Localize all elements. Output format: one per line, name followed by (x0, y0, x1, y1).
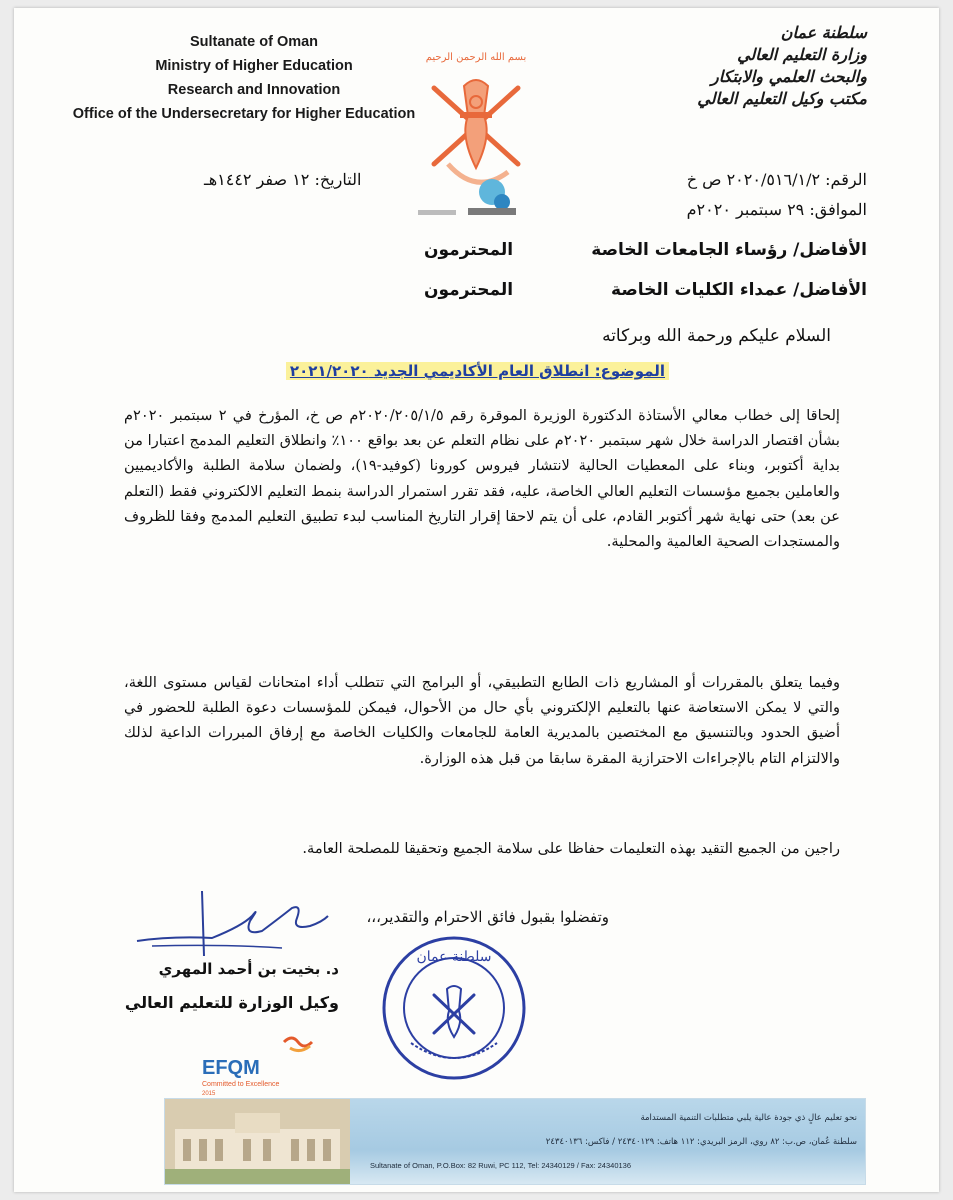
letter-page (14, 8, 939, 1192)
letterhead-ar-country: سلطنة عمان (780, 23, 867, 42)
footer-slogan: نحو تعليم عالٍ ذي جودة عالية يلبي متطلبات التنمية المستدامة (640, 1113, 857, 1123)
letterhead-ar-office: مكتب وكيل التعليم العالي (697, 89, 867, 108)
signatory-title: وكيل الوزارة للتعليم العالي (124, 993, 339, 1012)
stamp-country: سلطنة عمان (416, 949, 492, 965)
reference-number: الرقم: ٢٠٢٠/٥١٦/١/٢ ص خ (686, 170, 867, 189)
subject-text: انطلاق العام الأكاديمي الجديد ٢٠٢١/٢٠٢٠ (289, 362, 590, 380)
signatory-name: د. بخيت بن أحمد المهري (158, 960, 339, 978)
addressee-deans: الأفاضل/ عمداء الكليات الخاصة (611, 280, 867, 300)
letterhead-office: Office of the Undersecretary for Higher Education (72, 106, 416, 122)
gregorian-date: الموافق: ٢٩ سبتمبر ٢٠٢٠م (686, 200, 867, 219)
addressee-honorific-1: المحترمون (424, 240, 514, 260)
body-paragraph-3: راجين من الجميع التقيد بهذه التعليمات حفاظا على سلامة الجميع وتحقيقا للمصلحة العامة. (302, 840, 840, 857)
efqm-year: 2015 (202, 1091, 216, 1096)
hijri-date: التاريخ: ١٢ صفر ١٤٤٢هـ (204, 170, 362, 189)
basmala: بسم الله الرحمن الرحيم (425, 52, 527, 63)
letterhead-ministry: Ministry of Higher Education (155, 58, 353, 74)
body-paragraph-2: وفيما يتعلق بالمقررات أو المشاريع ذات الطابع التطبيقي، أو البرامج التي تتطلب أداء امتحانات لقياس مستوى اللغة، والتي لا يمكن الاستعاضة عنها بالتعليم الإلكتروني بأي حال من الأحوال، فيمكن للمؤسسات دعوة الطلبة للحضور في أضيق الحدود وبالتنسيق مع المختصين بالمديرية العامة للجامعات والكليات الخاصة مع إرفاق المبررات الداعية لذلك والالتزام التام بالإجراءات الاحترازية المقرة سابقا من قبل هذه الوزارة. (124, 674, 840, 767)
body-paragraph-1: إلحاقا إلى خطاب معالي الأستاذة الدكتورة الوزيرة الموقرة رقم ٢٠٢٠/٢٠٥/١/٥م ص خ، المؤرخ في ٢ سبتمبر ٢٠٢٠م بشأن اقتصار الدراسة خلال شهر سبتمبر ٢٠٢٠م على نظام التعلم عن بعد بواقع ١٠٠٪ وانطلاق التعليم المدمج اعتبارا من بداية أكتوبر، وبناء على المعطيات الحالية لانتشار فيروس كورونا (كوفيد-١٩)، ولضمان سلامة الطلبة والأكاديميين والعاملين بجميع مؤسسات التعليم العالي الخاصة، عليه، فقد تقرر استمرار الدراسة بنمط التعليم الالكتروني فقط (التعلم عن بعد) حتى نهاية شهر أكتوبر القادم، على أن يتم لاحقا إقرار التاريخ المناسب لبدء تطبيق التعليم المدمج وفقا للظروف والمستجدات الصحية العالمية والمحلية. (124, 407, 840, 551)
national-emblem-icon (406, 46, 546, 221)
arabic-letterhead (637, 22, 867, 110)
footer-contact-english: Sultanate of Oman, P.O.Box: 82 Ruwi, PC 112, Tel: 24340129 / Fax: 24340136 (370, 1161, 632, 1170)
letterhead-ar-department: والبحث العلمي والابتكار (711, 67, 867, 86)
subject-label: الموضوع: (594, 362, 665, 380)
letterhead-department: Research and Innovation (167, 82, 341, 98)
addressee-presidents: الأفاضل/ رؤساء الجامعات الخاصة (591, 240, 867, 260)
letter-footer (164, 1098, 866, 1185)
closing-line: وتفضلوا بقبول فائق الاحترام والتقدير،،، (366, 908, 609, 926)
handwritten-signature (132, 886, 332, 966)
efqm-logo-text: EFQM (202, 1057, 260, 1079)
footer-contact-arabic: سلطنة عُمان، ص.ب: ٨٢ روي، الرمز البريدي: ١١٢ هاتف: ٢٤٣٤٠١٢٩ / فاكس: ٢٤٣٤٠١٣٦ (545, 1137, 857, 1147)
ministry-building-image (165, 1099, 350, 1184)
official-stamp (379, 933, 529, 1083)
subject-line (286, 362, 669, 380)
english-letterhead (74, 30, 434, 126)
addressee-honorific-2: المحترمون (424, 280, 514, 300)
greeting: السلام عليكم ورحمة الله وبركاته (602, 326, 831, 346)
efqm-tagline: Committed to Excellence (202, 1081, 280, 1088)
letterhead-country: Sultanate of Oman (189, 34, 319, 50)
efqm-badge (200, 1034, 340, 1096)
letterhead-ar-ministry: وزارة التعليم العالي (737, 45, 867, 64)
